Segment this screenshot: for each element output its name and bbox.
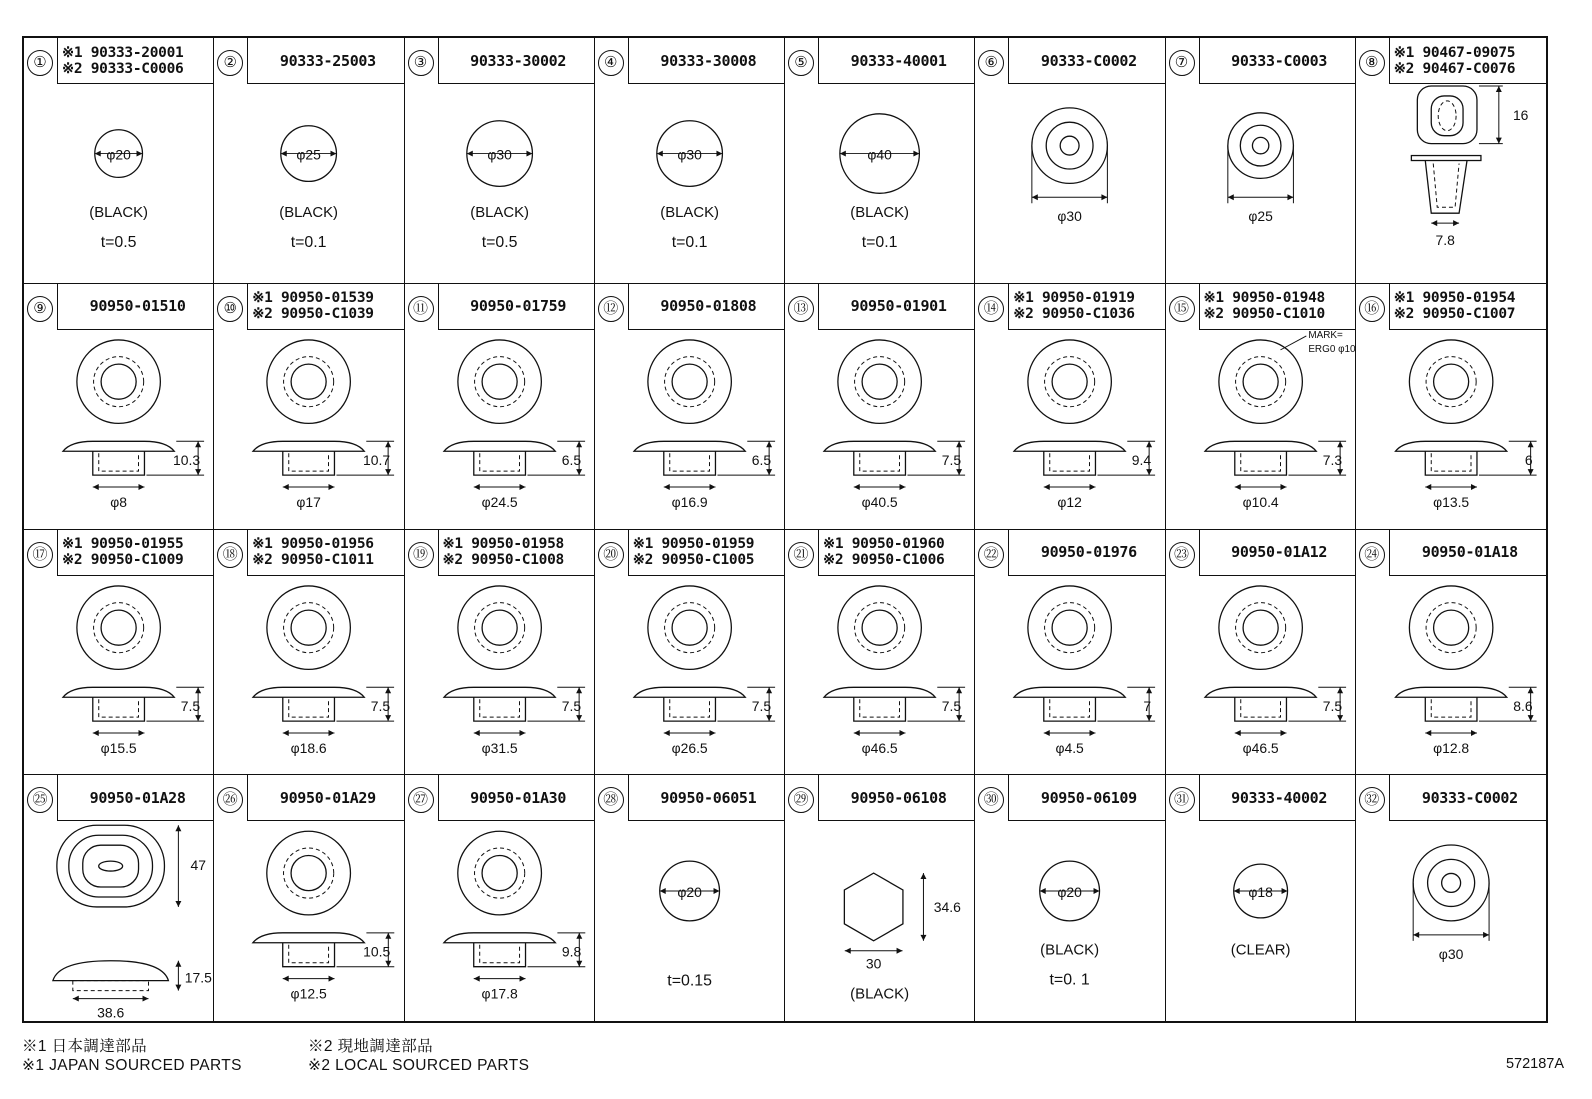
part-index-badge: ㉛ <box>1169 787 1195 813</box>
mark-value: ERG0 φ10 <box>1307 343 1355 355</box>
part-cell <box>785 775 975 1021</box>
part-cell <box>214 38 404 284</box>
part-number: ※1 90333-20001 <box>62 44 184 61</box>
part-cell <box>595 284 785 530</box>
part-index-badge: ㉚ <box>978 787 1004 813</box>
part-index-badge: ⑯ <box>1359 296 1385 322</box>
footnote-1-jp: ※1 日本調達部品 <box>22 1038 148 1055</box>
width-label: φ17.8 <box>481 985 518 1002</box>
part-drawing <box>24 821 213 1021</box>
part-number: 90950-01808 <box>660 297 757 316</box>
part-drawing <box>785 330 974 529</box>
thickness-label: t=0.5 <box>481 233 518 251</box>
part-cell <box>785 284 975 530</box>
part-number: ※1 90950-01960 <box>823 536 945 552</box>
diameter-label: φ40 <box>867 146 892 163</box>
height-label: 10.7 <box>363 451 391 468</box>
height-label: 7.5 <box>180 697 201 714</box>
height-label: 7 <box>1143 697 1152 714</box>
part-cell <box>214 284 404 530</box>
part-number: 90333-25003 <box>279 51 376 70</box>
width-label: φ31.5 <box>481 739 518 756</box>
part-number-header <box>247 530 403 576</box>
height-label: 7.5 <box>371 697 391 714</box>
part-number-header <box>438 530 594 576</box>
part-index-badge: ⑬ <box>788 296 814 322</box>
part-drawing <box>785 821 974 1021</box>
part-number: 90950-01A30 <box>470 788 567 807</box>
part-number-header <box>628 530 784 576</box>
mark-label: MARK= <box>1307 329 1343 341</box>
part-number-header <box>1199 530 1355 576</box>
part-number: ※2 90333-C0006 <box>62 60 184 77</box>
part-drawing <box>24 576 213 775</box>
part-number: 90333-40001 <box>850 51 947 70</box>
thickness-label: t=0.1 <box>861 233 898 251</box>
width-label: φ16.9 <box>671 493 708 510</box>
part-index-badge: ⑨ <box>27 296 53 322</box>
color-label: (BLACK) <box>1040 941 1100 959</box>
part-index-badge: ㉗ <box>408 787 434 813</box>
part-number: ※2 90950-C1008 <box>442 552 564 568</box>
parts-grid <box>22 36 1548 1023</box>
part-cell <box>24 38 214 284</box>
diameter-label: φ30 <box>486 146 512 163</box>
width-label: φ46.5 <box>861 739 898 756</box>
diameter-label: φ20 <box>677 884 702 901</box>
part-index-badge: ㉓ <box>1169 542 1195 568</box>
color-label: (BLACK) <box>469 205 529 222</box>
color-label: (BLACK) <box>279 205 339 222</box>
width-label: 38.6 <box>97 1004 125 1021</box>
part-cell <box>975 775 1165 1021</box>
part-number-header <box>628 284 784 330</box>
footnote-2-jp: ※2 現地調達部品 <box>308 1038 434 1055</box>
color-label: (CLEAR) <box>1230 941 1291 959</box>
width-label: 30 <box>865 955 882 972</box>
thickness-label: t=0.1 <box>671 233 708 251</box>
part-index-badge: ⑥ <box>978 50 1004 76</box>
part-index-badge: ⑪ <box>408 296 434 322</box>
part-drawing <box>975 330 1164 529</box>
part-drawing <box>405 84 594 283</box>
height-label: 34.6 <box>933 899 961 916</box>
part-number-header <box>247 775 403 821</box>
part-cell <box>405 38 595 284</box>
part-drawing <box>1356 821 1546 1021</box>
part-index-badge: ㉙ <box>788 787 814 813</box>
part-number: 90333-C0002 <box>1421 788 1518 807</box>
part-number: ※1 90950-01539 <box>252 290 374 307</box>
part-number-header <box>818 38 974 84</box>
part-drawing <box>785 576 974 775</box>
part-cell <box>405 775 595 1021</box>
part-index-badge: ⑱ <box>217 542 243 568</box>
part-drawing <box>24 84 213 283</box>
part-drawing <box>975 576 1164 775</box>
part-number: ※1 90950-01948 <box>1203 290 1325 307</box>
part-drawing <box>1166 330 1355 529</box>
part-number-header <box>57 284 213 330</box>
part-number-header <box>1008 530 1164 576</box>
part-number: 90333-C0002 <box>1040 51 1137 70</box>
part-cell <box>1166 775 1356 1021</box>
part-number: 90950-01510 <box>89 297 186 316</box>
part-cell <box>214 530 404 776</box>
part-number: ※2 90950-C1007 <box>1393 306 1516 323</box>
part-cell <box>214 775 404 1021</box>
height-label: 8.6 <box>1513 697 1533 714</box>
part-number: 90950-06051 <box>660 788 757 807</box>
part-number: ※2 90950-C1011 <box>252 552 374 568</box>
part-cell <box>1356 775 1546 1021</box>
width-label: φ18.6 <box>290 739 327 756</box>
part-cell <box>24 530 214 776</box>
part-number: 90950-01A28 <box>89 788 186 807</box>
thickness-label: t=0. 1 <box>1049 971 1091 989</box>
part-number: 90333-30002 <box>470 51 567 70</box>
width-label: φ26.5 <box>671 739 708 756</box>
part-drawing <box>214 84 403 283</box>
width-label: φ17 <box>296 493 322 510</box>
part-drawing <box>1166 821 1355 1021</box>
width-label: φ24.5 <box>481 493 518 510</box>
part-index-badge: ㉜ <box>1359 787 1385 813</box>
part-cell <box>1356 38 1546 284</box>
part-number: 90950-01A12 <box>1231 543 1328 561</box>
part-number-header <box>1008 38 1164 84</box>
part-cell <box>1166 284 1356 530</box>
part-drawing <box>405 330 594 529</box>
part-number-header <box>1008 775 1164 821</box>
part-number-header <box>247 284 403 330</box>
color-label: (BLACK) <box>850 985 910 1003</box>
part-drawing <box>1356 84 1546 283</box>
part-number: 90333-30008 <box>660 51 757 70</box>
width-label: φ12 <box>1057 493 1083 510</box>
part-index-badge: ③ <box>408 50 434 76</box>
part-number: ※1 90950-01958 <box>442 536 564 552</box>
part-number: ※1 90467-09075 <box>1393 44 1516 61</box>
part-drawing <box>975 84 1164 283</box>
diagram-code: 572187A <box>1505 1056 1564 1072</box>
height-label: 10.3 <box>173 451 201 468</box>
part-number-header <box>1199 775 1355 821</box>
part-drawing <box>24 330 213 529</box>
part-number: 90950-01976 <box>1040 543 1137 561</box>
part-number-header <box>1389 775 1546 821</box>
height-label: 16 <box>1512 106 1529 123</box>
part-cell <box>595 38 785 284</box>
part-drawing <box>214 576 403 775</box>
width-label: φ40.5 <box>861 493 898 510</box>
height-label: 6.5 <box>751 451 771 468</box>
part-cell <box>1166 38 1356 284</box>
part-number: ※2 90950-C1010 <box>1203 306 1325 323</box>
diameter-label: φ30 <box>1057 208 1083 225</box>
part-drawing <box>214 330 403 529</box>
part-drawing <box>595 576 784 775</box>
part-number: ※2 90950-C1006 <box>823 552 945 568</box>
part-cell <box>24 284 214 530</box>
part-cell <box>1166 530 1356 776</box>
thickness-label: t=0.1 <box>290 233 327 251</box>
part-drawing <box>1166 84 1355 283</box>
part-index-badge: ⑮ <box>1169 296 1195 322</box>
part-number: ※1 90950-01955 <box>62 536 184 552</box>
part-number: 90333-C0003 <box>1231 51 1328 70</box>
part-index-badge: ⑧ <box>1359 50 1385 76</box>
part-cell <box>595 530 785 776</box>
part-number-header <box>1199 284 1355 330</box>
part-index-badge: ⑭ <box>978 296 1004 322</box>
height-label: 6.5 <box>561 451 581 468</box>
part-number: 90950-01A29 <box>279 788 376 807</box>
height-label: 7.5 <box>751 697 771 714</box>
part-number-header <box>57 38 213 84</box>
diameter-label: φ30 <box>1438 946 1464 963</box>
part-number: ※2 90950-C1009 <box>62 552 184 568</box>
part-number-header <box>438 775 594 821</box>
part-cell <box>595 775 785 1021</box>
part-drawing <box>595 330 784 529</box>
part-number-header <box>57 775 213 821</box>
part-drawing <box>595 821 784 1021</box>
height-label: 7.5 <box>561 697 581 714</box>
color-label: (BLACK) <box>850 205 909 222</box>
part-number-header <box>818 530 974 576</box>
part-number: ※1 90950-01919 <box>1013 290 1135 307</box>
part-index-badge: ⑰ <box>27 542 53 568</box>
part-index-badge: ⑤ <box>788 50 814 76</box>
part-index-badge: ⑦ <box>1169 50 1195 76</box>
part-number: ※2 90467-C0076 <box>1393 60 1516 77</box>
width-label: φ46.5 <box>1242 739 1279 756</box>
height-label: 7.3 <box>1322 451 1342 468</box>
part-index-badge: ⑫ <box>598 296 624 322</box>
part-drawing <box>214 821 403 1021</box>
height-label-2: 17.5 <box>184 969 212 986</box>
part-number-header <box>438 284 594 330</box>
part-number-header <box>628 775 784 821</box>
footnote-2-en: ※2 LOCAL SOURCED PARTS <box>308 1057 530 1074</box>
thickness-label: t=0.5 <box>100 233 137 251</box>
part-drawing <box>1356 576 1546 775</box>
width-label: φ15.5 <box>100 739 137 756</box>
part-number-header <box>247 38 403 84</box>
part-number: ※2 90950-C1036 <box>1013 306 1135 323</box>
part-cell <box>1356 284 1546 530</box>
part-drawing <box>405 821 594 1021</box>
diameter-label: φ20 <box>106 146 131 163</box>
height-label: 7.5 <box>941 697 962 714</box>
width-label: φ12.5 <box>290 985 327 1002</box>
part-index-badge: ⑳ <box>598 542 624 568</box>
diameter-label: φ25 <box>1247 208 1273 225</box>
part-number-header <box>818 284 974 330</box>
thickness-label: t=0.15 <box>667 972 712 990</box>
part-number: 90950-01901 <box>850 297 947 316</box>
diameter-label: φ18 <box>1247 884 1273 901</box>
part-index-badge: ④ <box>598 50 624 76</box>
part-number: 90950-06108 <box>850 788 947 807</box>
width-label: φ13.5 <box>1432 493 1469 510</box>
part-index-badge: ⑲ <box>408 542 434 568</box>
width-label: 7.8 <box>1435 231 1455 248</box>
part-number-header <box>628 38 784 84</box>
part-number: ※1 90950-01956 <box>252 536 374 552</box>
part-index-badge: ⑩ <box>217 296 243 322</box>
part-cell <box>405 284 595 530</box>
color-label: (BLACK) <box>89 205 148 222</box>
footnote-1-en: ※1 JAPAN SOURCED PARTS <box>22 1057 242 1074</box>
part-index-badge: ㉘ <box>598 787 624 813</box>
part-number-header <box>57 530 213 576</box>
height-label: 7.5 <box>941 451 962 468</box>
height-label: 7.5 <box>1322 697 1342 714</box>
height-label: 47 <box>190 857 207 874</box>
part-cell <box>405 530 595 776</box>
part-number: 90950-06109 <box>1040 788 1137 807</box>
part-number: 90950-01A18 <box>1421 543 1518 561</box>
part-cell <box>785 38 975 284</box>
part-number: 90950-01759 <box>470 297 567 316</box>
part-number-header <box>1389 530 1546 576</box>
part-cell <box>785 530 975 776</box>
diameter-label: φ25 <box>296 146 322 163</box>
diameter-label: φ20 <box>1057 884 1083 901</box>
part-index-badge: ㉔ <box>1359 542 1385 568</box>
width-label: φ8 <box>110 493 128 510</box>
part-number-header <box>1008 284 1164 330</box>
part-number: ※1 90950-01954 <box>1393 290 1516 307</box>
part-cell <box>975 284 1165 530</box>
width-label: φ4.5 <box>1055 739 1085 756</box>
part-number-header <box>1199 38 1355 84</box>
width-label: φ12.8 <box>1432 739 1469 756</box>
height-label: 6 <box>1524 451 1533 468</box>
part-number: ※1 90950-01959 <box>632 536 755 552</box>
part-number-header <box>438 38 594 84</box>
part-drawing <box>1166 576 1355 775</box>
part-index-badge: ㉖ <box>217 787 243 813</box>
height-label: 9.4 <box>1132 451 1152 468</box>
part-number-header <box>818 775 974 821</box>
part-index-badge: ㉒ <box>978 542 1004 568</box>
part-drawing <box>595 84 784 283</box>
part-number-header <box>1389 38 1546 84</box>
part-cell <box>975 530 1165 776</box>
part-index-badge: ㉑ <box>788 542 814 568</box>
height-label: 10.5 <box>363 943 391 960</box>
part-number: ※2 90950-C1039 <box>252 306 374 323</box>
part-index-badge: ② <box>217 50 243 76</box>
width-label: φ10.4 <box>1242 493 1279 510</box>
part-cell <box>1356 530 1546 776</box>
part-cell <box>975 38 1165 284</box>
part-drawing <box>1356 330 1546 529</box>
part-index-badge: ㉕ <box>27 787 53 813</box>
part-cell <box>24 775 214 1021</box>
part-drawing <box>975 821 1164 1021</box>
part-number: ※2 90950-C1005 <box>632 552 755 568</box>
diameter-label: φ30 <box>677 146 702 163</box>
part-drawing <box>405 576 594 775</box>
part-index-badge: ① <box>27 50 53 76</box>
part-drawing <box>785 84 974 283</box>
color-label: (BLACK) <box>660 205 719 222</box>
part-number: 90333-40002 <box>1231 788 1328 807</box>
height-label: 9.8 <box>561 943 581 960</box>
part-number-header <box>1389 284 1546 330</box>
